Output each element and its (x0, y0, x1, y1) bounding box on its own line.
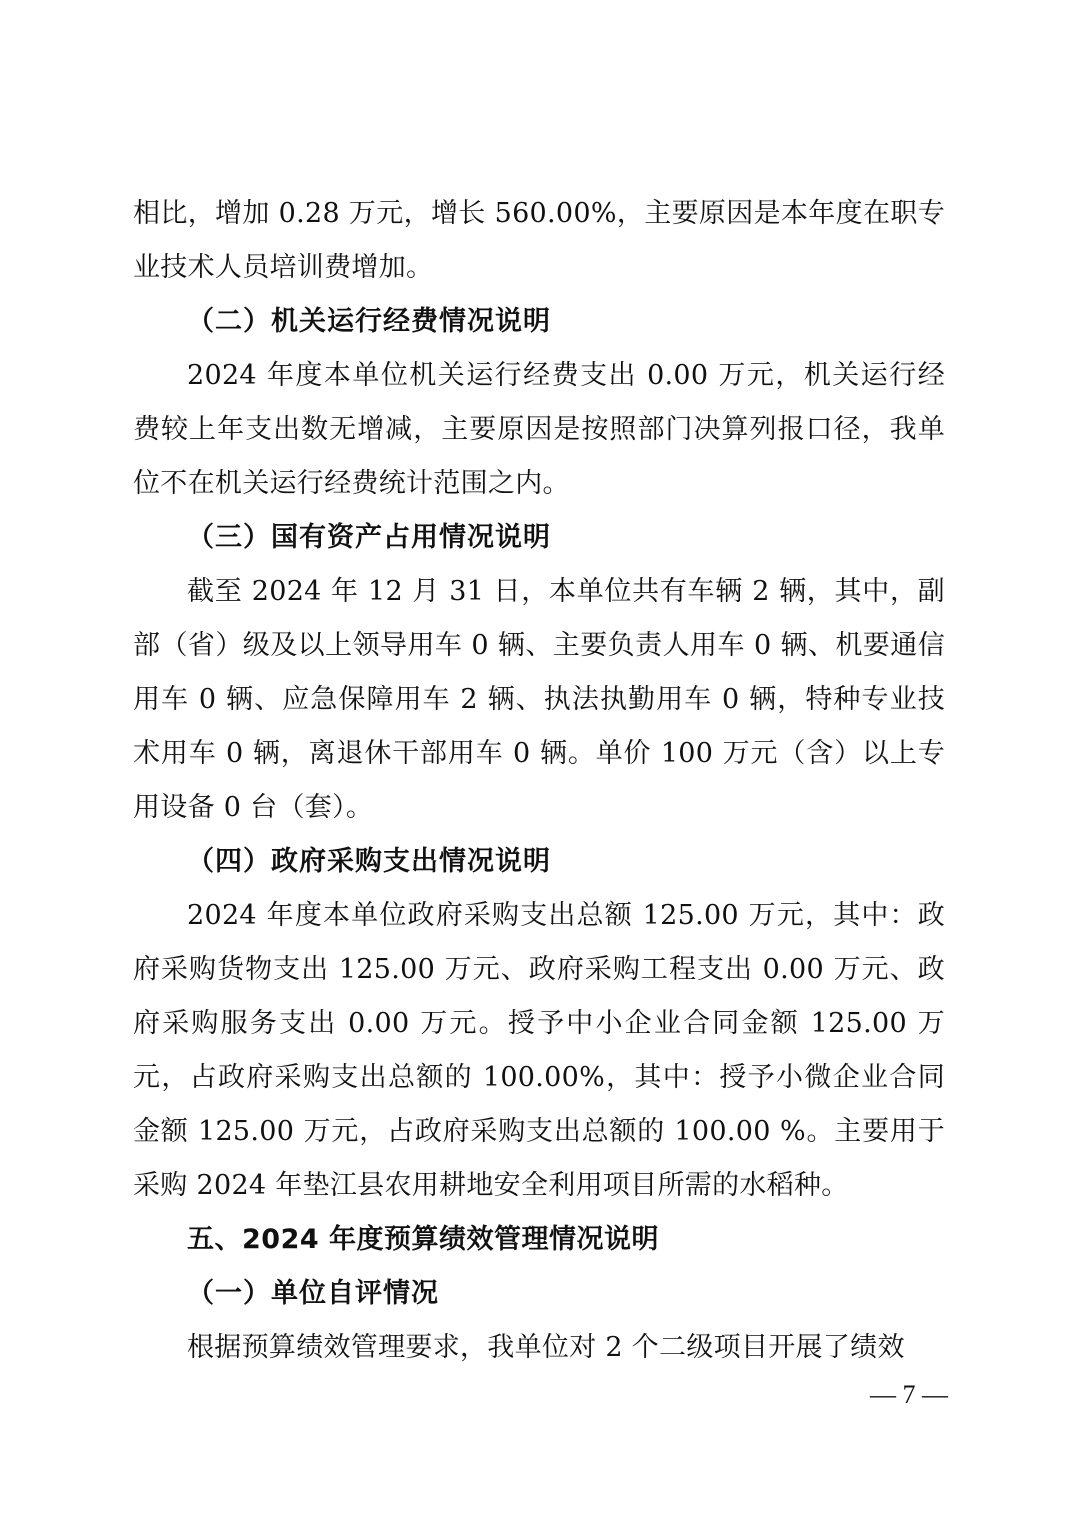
heading-budget-performance: 五、2024 年度预算绩效管理情况说明 (187, 1224, 660, 1255)
paragraph-government-procurement: 2024 年度本单位政府采购支出总额 125.00 万元，其中：政府采购货物支出 125.00 万元、政府采购工程支出 0.00 万元、政府采购服务支出 0.00 万元。授予中小企业合同金额 125.00 万元，占政府采购支出总额的 100.00%，其中：授予小微企业合同金额 125.00 万元，占政府采购支出总额的 100.00 %。主要用于采购 2024 年垫江县农用耕地安全利用项目所需的水稻种。 (133, 900, 945, 1201)
heading-state-assets: （三）国有资产占用情况说明 (187, 522, 551, 553)
page-number: — 7 — (870, 1380, 948, 1409)
heading-self-evaluation: （一）单位自评情况 (187, 1278, 439, 1309)
paragraph-self-evaluation: 根据预算绩效管理要求，我单位对 2 个二级项目开展了绩效 (187, 1332, 905, 1363)
paragraph-state-assets: 截至 2024 年 12 月 31 日，本单位共有车辆 2 辆，其中，副部（省）级及以上领导用车 0 辆、主要负责人用车 0 辆、机要通信用车 0 辆、应急保障用车 2 辆、执法执勤用车 0 辆，特种专业技术用车 0 辆，离退休干部用车 0 辆。单价 100 万元（含）以上专用设备 0 台（套）。 (133, 576, 945, 823)
paragraph-training-fee: 相比，增加 0.28 万元，增长 560.00%，主要原因是本年度在职专业技术人员培训费增加。 (133, 198, 945, 283)
paragraph-operating-expenses: 2024 年度本单位机关运行经费支出 0.00 万元，机关运行经费较上年支出数无增减，主要原因是按照部门决算列报口径，我单位不在机关运行经费统计范围之内。 (133, 360, 945, 499)
heading-operating-expenses: （二）机关运行经费情况说明 (187, 306, 551, 337)
document-body (133, 187, 945, 1375)
heading-government-procurement: （四）政府采购支出情况说明 (187, 846, 551, 877)
